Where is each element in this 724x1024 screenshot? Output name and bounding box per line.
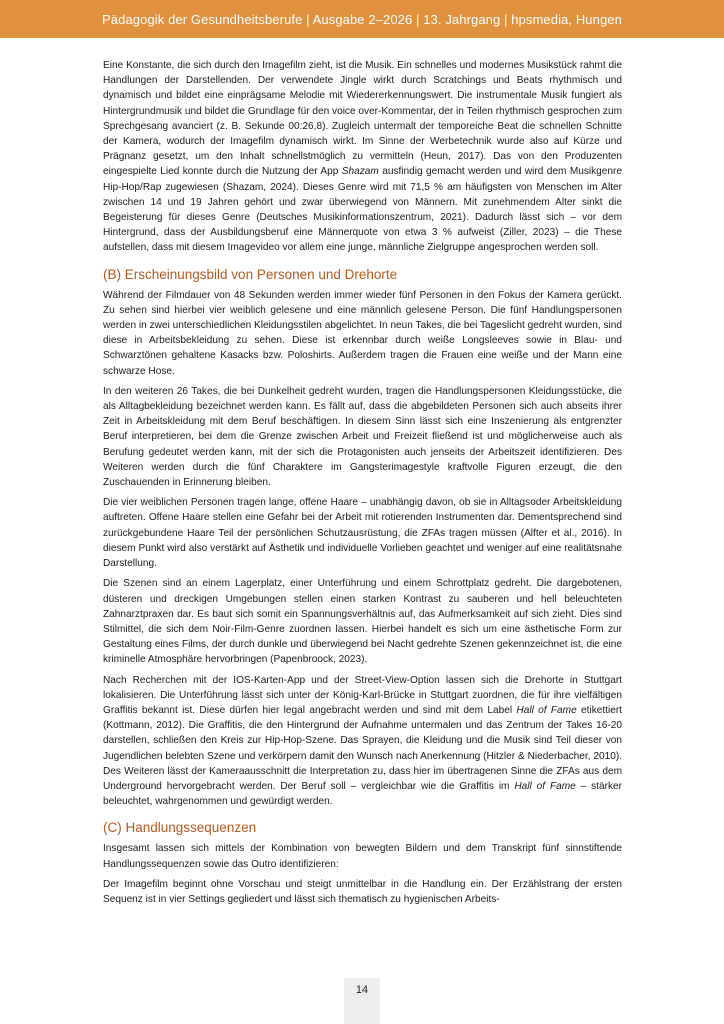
paragraph-locations: Die Szenen sind an einem Lagerplatz, einer Unterführung und einem Schrottplatz gedreht. Die dargebotenen, düsteren und dreckigen Umgebungen stellen einen starken Kontrast zu sauberen und hell beleuchteten Zahnarztpraxen dar. Es baut sich somit ein Spannungsverhältnis auf, das Aufmerksamkeit auf sich zieht. Dies sind Stilmittel, die sich dem Noir-Film-Genre zuordnen lassen. Hierbei handelt es sich um eine ästhetische Form zur Gestaltung eines Films, der durch dunkle und überwiegend bei Nacht gedrehte Szenen gekennzeichnet ist, die eine kriminelle Atmosphäre hervorbringen (Papenbroock, 2023). [103,578,622,666]
page-number-box [344,978,380,1024]
section-heading-c: (C) Handlungssequenzen [103,820,257,836]
paragraph-sequences: Insgesamt lassen sich mittels der Kombination von bewegten Bildern und dem Transkript fünf sinnstiftende Handlungssequenzen sowie das Outro identifizieren: [103,843,622,870]
paragraph-intro: Der Imagefilm beginnt ohne Vorschau und steigt unmittelbar in die Handlung ein. Der Erzählstrang der ersten Sequenz ist in vier Settings gegliedert und lässt sich thematisch zu hygienischen Arbeits- [103,878,622,905]
paragraph-music [103,58,622,256]
running-header [0,0,724,38]
paragraph-persons: Während der Filmdauer von 48 Sekunden werden immer wieder fünf Personen in den Fokus der Kamera gerückt. Zu sehen sind hierbei vier weiblich gelesene und eine männlich gelesene Person. Die fünf Handlungspersonen werden in zwei unterschiedlichen Kleidungsstilen abgelichtet. In neun Takes, die bei Tageslicht gedreht wurden, sind diese in Arbeitsbekleidung zu sehen. Diese ist erkennbar durch weiße Longsleeves sowie in Blau- und Schwarztönen gehaltene Kasacks bzw. Poloshirts. Außerdem tragen die Frauen eine weiße und der Mann eine schwarze Hose. [103,289,622,377]
label-hall-of-fame: Hall of Fame [514,780,576,792]
section-heading-b: (B) Erscheinungsbild von Personen und Drehorte [103,266,398,282]
text-run: ausfindig gemacht werden und wird dem Musikgenre Hip-Hop/Rap zugewiesen (Shazam, 2024). Dieses Genre wird mit 71,5 % am häufigsten von Menschen im Alter zwischen 14 und 19 Jahren gehört und zwar überwiegend von Männern. Mit zunehmendem Alter sinkt die Begeisterung für dieses Genre (Deutsches Musikinformationszentrum, 2021). Dadurch lässt sich – vor dem Hintergrund, dass der Ausbildungsberuf eine Männerquote von etwa 3 % aufweist (Ziller, 2023) – die These aufstellen, dass mit diesem Imagevideo vor allem eine junge, männliche Zielgruppe angesprochen werden soll. [103,166,622,254]
article-body [103,58,622,912]
text-run: – stärker beleuchtet, wahrgenommen und gewürdigt werden. [103,780,622,808]
text-run: etikettiert (Kottmann, 2012). Die Graffitis, die den Hintergrund der Aufnahme untermalen und das Zentrum der Takes 16-20 darstellen, schließen den Kreis zur Hip-Hop-Szene. Das Sprayen, die Kleidung und die Musik sind Teil dieser von Jugendlichen belebten Szene und verkörpern damit den Wunsch nach Anerkennung (Hitzler & Niederbacher, 2010). Des Weiteren lässt der Kameraausschnitt die Interpretation zu, dass hier im übertragenen Sinne die ZFAs aus dem Underground hervorgebracht werden. Der Beruf soll – vergleichbar wie die Graffitis im [103,704,622,792]
paragraph-hair: Die vier weiblichen Personen tragen lange, offene Haare – unabhängig davon, ob sie in Alltagsoder Arbeitskleidung auftreten. Offene Haare stellen eine Gefahr bei der Arbeit mit rotierenden Instrumenten dar. Dementsprechend sind zurückgebundene Haare Teil der persönlichen Schutzausrüstung, die ZFAs tragen müssen (Alfter et al., 2016). In diesem Punkt wird also verstärkt auf Ästhetik und individuelle Vorlieben geachtet und weniger auf eine realitätsnahe Darstellung. [103,497,622,570]
text-run: Nach Recherchen mit der IOS-Karten-App und der Street-View-Option lassen sich die Drehorte in Stuttgart lokalisieren. Die Unterführung lässt sich unter der König-Karl-Brücke in Stuttgart zuordnen, die für ihre vielfältigen Graffitis bekannt ist. Diese dürfen hier legal angebracht werden und sind mit dem Label [103,674,622,716]
text-run: Eine Konstante, die sich durch den Imagefilm zieht, ist die Musik. Ein schnelles und modernes Musikstück rahmt die Handlungen der Darstellenden. Der verwendete Jingle wirkt durch Scratchings und Beats rhythmisch und dynamisch und bildet eine einprägsame Melodie mit Wiedererkennungswert. Die instrumentale Musik fungiert als Hintergrundmusik und bildet die Grundlage für den voice over-Kommentar, der in Teilen rhythmisch gesprochen zum Sprechgesang avanciert (z. B. Sekunde 00:26,8). Zugleich untermalt der temporeiche Beat die schnellen Schnitte der Kamera, wodurch der Imagefilm dynamisch wirkt. Im Sinne der Werbetechnik wurde also auf Kürze und Prägnanz gesetzt, um den Inhalt schnellstmöglich zu vermitteln (Heun, 2017). Das von den Produzenten eingespielte Lied konnte durch die Nutzung der App [103,60,622,178]
running-title: Pädagogik der Gesundheitsberufe | Ausgabe 2–2026 | 13. Jahrgang | hpsmedia, Hungen [102,11,622,27]
page-number: 14 [355,984,369,996]
paragraph-takes: In den weiteren 26 Takes, die bei Dunkelheit gedreht wurden, tragen die Handlungspersonen Kleidungsstücke, die als Alltagbekleidung bezeichnet werden kann. Es fällt auf, dass die abgebildeten Personen sich auch abseits ihrer Zeit in Arbeitskleidung mit dem Beruf beschäftigen. In diesem Sinn lässt sich eine Inszenierung als entgrenzter Beruf interpretieren, bei dem die Grenze zwischen Arbeit und Freizeit fließend ist und möglicherweise auch als Berufung gedeutet werden kann, mit der sich die Protagonisten auch jenseits der Arbeitszeit identifizieren. Des Weiteren werden durch die fünf Charaktere im Gangsterimagestyle kraftvolle Figuren erzeugt, die den Zuschauenden in Erinnerung bleiben. [103,385,622,489]
label-hall-of-fame: Hall of Fame [516,704,577,716]
app-name: Shazam [341,166,379,178]
paragraph-stuttgart [103,673,622,810]
